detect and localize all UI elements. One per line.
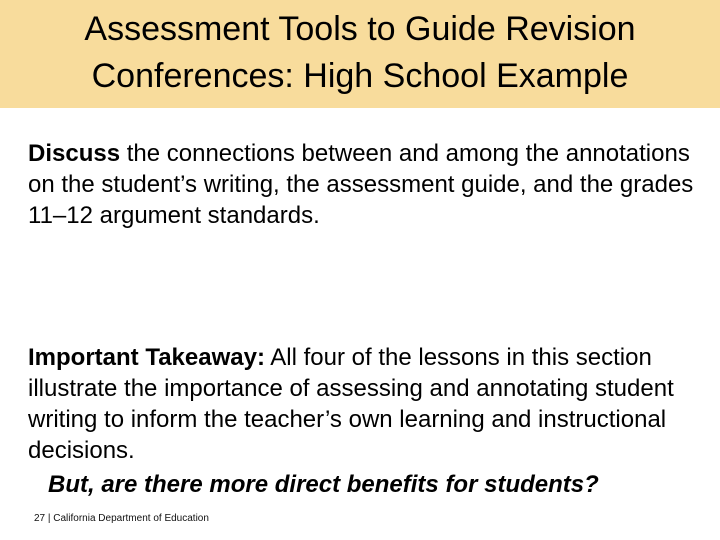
benefits-question: But, are there more direct benefits for students?	[48, 471, 599, 498]
discuss-paragraph	[28, 138, 700, 231]
takeaway-paragraph	[28, 342, 700, 466]
discuss-lead: Discuss	[28, 140, 121, 167]
slide-footer: 27 | California Department of Education	[34, 513, 209, 524]
title-bar	[0, 0, 720, 108]
slide-title-line-2: Conferences: High School Example	[91, 57, 629, 95]
slide-title-line-1: Assessment Tools to Guide Revision	[84, 10, 636, 48]
discuss-text: the connections between and among the annotations on the student’s writing, the assessment guide, and the grades 11–12 argument standards.	[28, 140, 694, 229]
takeaway-text: All four of the lessons in this section illustrate the importance of assessing and annotating student writing to inform the teacher’s own learning and instructional decisions.	[28, 344, 674, 464]
takeaway-lead: Important Takeaway:	[28, 344, 265, 371]
